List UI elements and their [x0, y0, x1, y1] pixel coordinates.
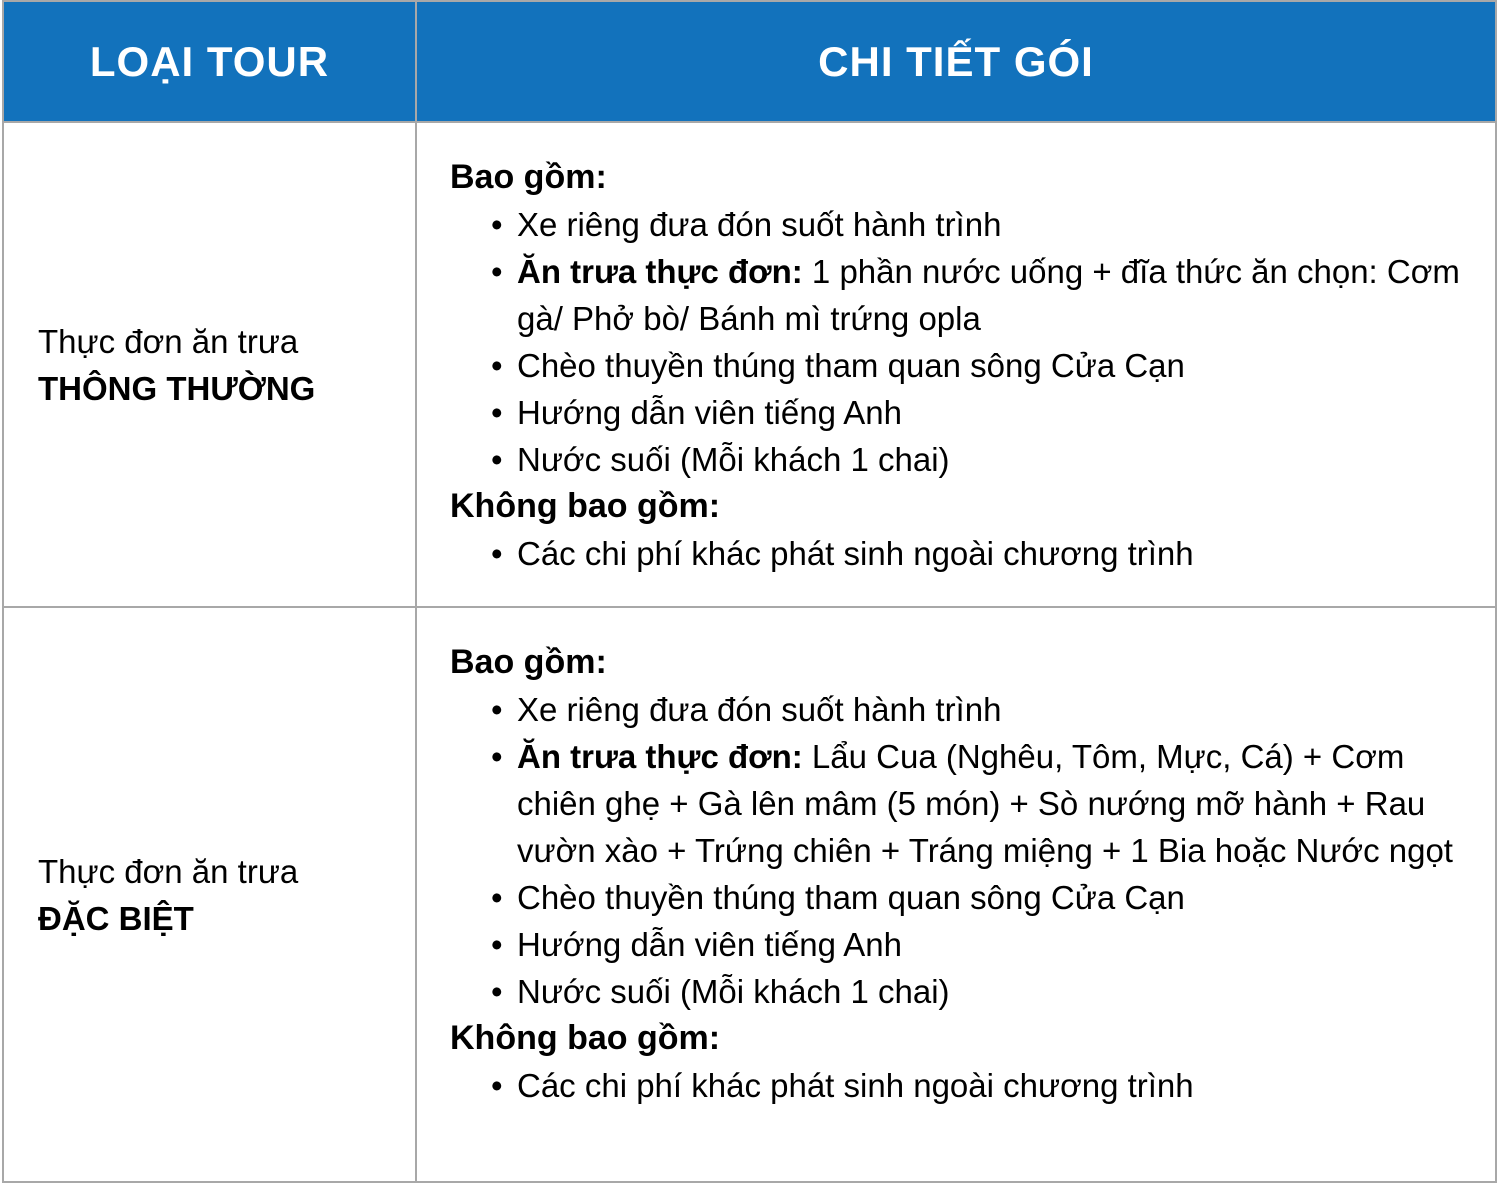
excluded-list — [450, 1062, 1467, 1109]
list-item: • Xe riêng đưa đón suốt hành trình — [450, 686, 1467, 733]
package-details-cell-special — [415, 606, 1495, 1181]
package-details-cell-standard — [415, 121, 1495, 606]
list-item — [450, 248, 1467, 342]
excluded-heading: Không bao gồm: — [450, 487, 721, 525]
list-item — [450, 733, 1467, 874]
tour-name-line: Thực đơn ăn trưa — [38, 852, 299, 890]
column-header-package-details: CHI TIẾT GÓI — [415, 2, 1495, 121]
tour-name-emphasis: ĐẶC BIỆT — [38, 899, 194, 937]
excluded-heading: Không bao gồm: — [450, 1019, 721, 1057]
list-item: • Xe riêng đưa đón suốt hành trình — [450, 201, 1467, 248]
list-item: • Chèo thuyền thúng tham quan sông Cửa Cạn — [450, 874, 1467, 921]
tour-name-line: Thực đơn ăn trưa — [38, 322, 299, 360]
list-item: • Nước suối (Mỗi khách 1 chai) — [450, 436, 1467, 483]
list-item: • Các chi phí khác phát sinh ngoài chương trình — [450, 530, 1467, 577]
included-heading: Bao gồm: — [450, 158, 607, 196]
list-item: • Hướng dẫn viên tiếng Anh — [450, 389, 1467, 436]
list-item-bold-label: Ăn trưa thực đơn: — [517, 738, 803, 775]
list-item-text: Lẩu Cua (Nghêu, Tôm, Mực, Cá) + Cơm chiên ghẹ + Gà lên mâm (5 món) + Sò nướng mỡ hành + Rau vườn xào + Trứng chiên + Tráng miệng + 1 Bia hoặc Nước ngọt — [517, 738, 1453, 869]
list-item: • Hướng dẫn viên tiếng Anh — [450, 921, 1467, 968]
tour-type-cell-special — [4, 606, 415, 1181]
list-item: • Chèo thuyền thúng tham quan sông Cửa Cạn — [450, 342, 1467, 389]
list-item-bold-label: Ăn trưa thực đơn: — [517, 253, 803, 290]
tour-type-cell-standard — [4, 121, 415, 606]
column-header-tour-type: LOẠI TOUR — [4, 2, 415, 121]
list-item-text: 1 phần nước uống + đĩa thức ăn chọn: Cơm gà/ Phở bò/ Bánh mì trứng opla — [517, 253, 1460, 337]
tour-pricing-table — [2, 0, 1497, 1183]
included-heading: Bao gồm: — [450, 643, 607, 681]
tour-name-emphasis: THÔNG THƯỜNG — [38, 369, 316, 407]
list-item: • Các chi phí khác phát sinh ngoài chương trình — [450, 1062, 1467, 1109]
included-list — [450, 686, 1467, 1015]
excluded-list — [450, 530, 1467, 577]
list-item: • Nước suối (Mỗi khách 1 chai) — [450, 968, 1467, 1015]
included-list — [450, 201, 1467, 483]
